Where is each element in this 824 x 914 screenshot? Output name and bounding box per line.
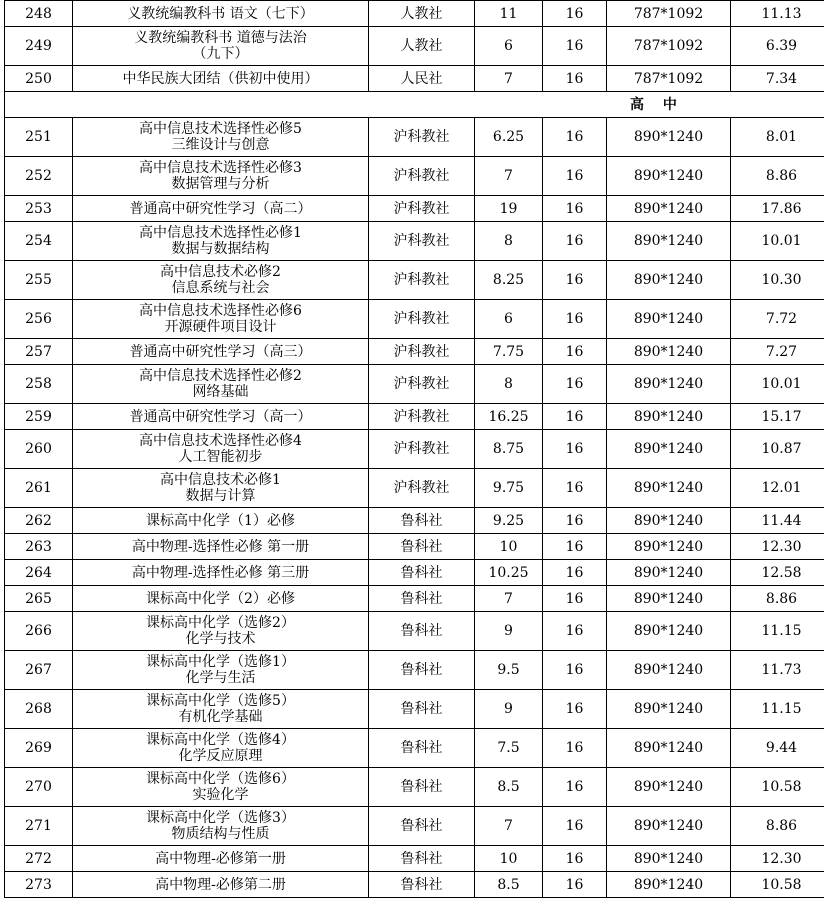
row-number-cell: 263 bbox=[5, 534, 73, 560]
paper-size-cell: 890*1240 bbox=[607, 612, 731, 651]
book-title-cell: 课标高中化学（2）必修 bbox=[73, 586, 369, 612]
row-number-cell: 255 bbox=[5, 261, 73, 300]
row-number-cell: 269 bbox=[5, 729, 73, 768]
book-title-cell: 高中信息技术必修1 数据与计算 bbox=[73, 469, 369, 508]
row-number-cell: 261 bbox=[5, 469, 73, 508]
book-title-cell: 高中信息技术选择性必修5 三维设计与创意 bbox=[73, 118, 369, 157]
row-number-cell: 270 bbox=[5, 768, 73, 807]
row-number-cell: 266 bbox=[5, 612, 73, 651]
price-cell: 12.01 bbox=[731, 469, 824, 508]
publisher-cell: 沪科教社 bbox=[369, 339, 475, 365]
row-number-cell: 268 bbox=[5, 690, 73, 729]
publisher-cell: 沪科教社 bbox=[369, 157, 475, 196]
book-title-cell: 义教统编教科书 语文（七下） bbox=[73, 1, 369, 27]
paper-size-cell: 787*1092 bbox=[607, 27, 731, 66]
format-cell: 16 bbox=[543, 651, 607, 690]
table-row bbox=[5, 768, 824, 807]
paper-size-cell: 787*1092 bbox=[607, 1, 731, 27]
row-number-cell: 256 bbox=[5, 300, 73, 339]
paper-size-cell: 890*1240 bbox=[607, 729, 731, 768]
price-cell: 11.44 bbox=[731, 508, 824, 534]
price-cell: 7.72 bbox=[731, 300, 824, 339]
paper-size-cell: 890*1240 bbox=[607, 339, 731, 365]
table-row bbox=[5, 339, 824, 365]
row-number-cell: 265 bbox=[5, 586, 73, 612]
paper-size-cell: 890*1240 bbox=[607, 768, 731, 807]
sheets-cell: 10 bbox=[475, 534, 543, 560]
book-title-cell: 高中信息技术选择性必修2 网络基础 bbox=[73, 365, 369, 404]
table-row bbox=[5, 1, 824, 27]
paper-size-cell: 890*1240 bbox=[607, 300, 731, 339]
paper-size-cell: 890*1240 bbox=[607, 586, 731, 612]
sheets-cell: 10 bbox=[475, 846, 543, 872]
row-number-cell: 248 bbox=[5, 1, 73, 27]
table-row bbox=[5, 404, 824, 430]
sheets-cell: 9.25 bbox=[475, 508, 543, 534]
publisher-cell: 鲁科社 bbox=[369, 690, 475, 729]
table-row bbox=[5, 300, 824, 339]
sheets-cell: 7 bbox=[475, 66, 543, 92]
table-body bbox=[5, 1, 824, 898]
sheets-cell: 8 bbox=[475, 365, 543, 404]
format-cell: 16 bbox=[543, 807, 607, 846]
publisher-cell: 鲁科社 bbox=[369, 872, 475, 898]
format-cell: 16 bbox=[543, 339, 607, 365]
book-title-cell: 高中物理-必修第一册 bbox=[73, 846, 369, 872]
sheets-cell: 9.75 bbox=[475, 469, 543, 508]
publisher-cell: 鲁科社 bbox=[369, 729, 475, 768]
paper-size-cell: 890*1240 bbox=[607, 846, 731, 872]
publisher-cell: 沪科教社 bbox=[369, 469, 475, 508]
price-cell: 10.87 bbox=[731, 430, 824, 469]
book-title-cell: 课标高中化学（选修2） 化学与技术 bbox=[73, 612, 369, 651]
row-number-cell: 252 bbox=[5, 157, 73, 196]
book-title-cell: 课标高中化学（选修6） 实验化学 bbox=[73, 768, 369, 807]
table-row bbox=[5, 196, 824, 222]
format-cell: 16 bbox=[543, 261, 607, 300]
table-row bbox=[5, 729, 824, 768]
format-cell: 16 bbox=[543, 196, 607, 222]
table-row bbox=[5, 27, 824, 66]
sheets-cell: 8.25 bbox=[475, 261, 543, 300]
format-cell: 16 bbox=[543, 300, 607, 339]
book-title-cell: 课标高中化学（选修5） 有机化学基础 bbox=[73, 690, 369, 729]
sheets-cell: 9 bbox=[475, 690, 543, 729]
price-cell: 17.86 bbox=[731, 196, 824, 222]
format-cell: 16 bbox=[543, 768, 607, 807]
table-row bbox=[5, 66, 824, 92]
format-cell: 16 bbox=[543, 222, 607, 261]
sheets-cell: 6 bbox=[475, 27, 543, 66]
row-number-cell: 253 bbox=[5, 196, 73, 222]
format-cell: 16 bbox=[543, 118, 607, 157]
publisher-cell: 人教社 bbox=[369, 1, 475, 27]
price-cell: 6.39 bbox=[731, 27, 824, 66]
table-row bbox=[5, 651, 824, 690]
row-number-cell: 249 bbox=[5, 27, 73, 66]
format-cell: 16 bbox=[543, 560, 607, 586]
paper-size-cell: 890*1240 bbox=[607, 508, 731, 534]
sheets-cell: 7 bbox=[475, 807, 543, 846]
price-cell: 12.30 bbox=[731, 534, 824, 560]
format-cell: 16 bbox=[543, 872, 607, 898]
paper-size-cell: 890*1240 bbox=[607, 560, 731, 586]
book-title-cell: 课标高中化学（选修1） 化学与生活 bbox=[73, 651, 369, 690]
book-title-cell: 高中物理-选择性必修 第一册 bbox=[73, 534, 369, 560]
paper-size-cell: 890*1240 bbox=[607, 404, 731, 430]
publisher-cell: 沪科教社 bbox=[369, 404, 475, 430]
format-cell: 16 bbox=[543, 586, 607, 612]
format-cell: 16 bbox=[543, 729, 607, 768]
paper-size-cell: 890*1240 bbox=[607, 157, 731, 196]
paper-size-cell: 890*1240 bbox=[607, 261, 731, 300]
row-number-cell: 271 bbox=[5, 807, 73, 846]
section-label: 高 中 bbox=[630, 96, 677, 113]
table-row bbox=[5, 261, 824, 300]
textbook-price-table bbox=[4, 0, 824, 898]
row-number-cell: 262 bbox=[5, 508, 73, 534]
format-cell: 16 bbox=[543, 846, 607, 872]
publisher-cell: 鲁科社 bbox=[369, 586, 475, 612]
price-cell: 8.86 bbox=[731, 807, 824, 846]
table-row bbox=[5, 534, 824, 560]
format-cell: 16 bbox=[543, 508, 607, 534]
price-cell: 8.86 bbox=[731, 586, 824, 612]
table-row bbox=[5, 690, 824, 729]
price-cell: 10.30 bbox=[731, 261, 824, 300]
price-cell: 7.34 bbox=[731, 66, 824, 92]
paper-size-cell: 890*1240 bbox=[607, 365, 731, 404]
format-cell: 16 bbox=[543, 27, 607, 66]
price-cell: 10.01 bbox=[731, 365, 824, 404]
sheets-cell: 16.25 bbox=[475, 404, 543, 430]
row-number-cell: 250 bbox=[5, 66, 73, 92]
price-cell: 12.58 bbox=[731, 560, 824, 586]
price-cell: 10.01 bbox=[731, 222, 824, 261]
paper-size-cell: 890*1240 bbox=[607, 807, 731, 846]
format-cell: 16 bbox=[543, 1, 607, 27]
table-row bbox=[5, 365, 824, 404]
row-number-cell: 257 bbox=[5, 339, 73, 365]
paper-size-cell: 890*1240 bbox=[607, 222, 731, 261]
price-cell: 11.15 bbox=[731, 690, 824, 729]
sheets-cell: 6 bbox=[475, 300, 543, 339]
publisher-cell: 沪科教社 bbox=[369, 430, 475, 469]
price-cell: 7.27 bbox=[731, 339, 824, 365]
book-title-cell: 高中信息技术选择性必修4 人工智能初步 bbox=[73, 430, 369, 469]
table-row bbox=[5, 846, 824, 872]
publisher-cell: 沪科教社 bbox=[369, 261, 475, 300]
price-cell: 8.86 bbox=[731, 157, 824, 196]
publisher-cell: 鲁科社 bbox=[369, 768, 475, 807]
publisher-cell: 沪科教社 bbox=[369, 365, 475, 404]
row-number-cell: 267 bbox=[5, 651, 73, 690]
section-header-cell bbox=[5, 92, 824, 118]
row-number-cell: 260 bbox=[5, 430, 73, 469]
sheets-cell: 19 bbox=[475, 196, 543, 222]
book-title-cell: 课标高中化学（选修3） 物质结构与性质 bbox=[73, 807, 369, 846]
publisher-cell: 鲁科社 bbox=[369, 846, 475, 872]
paper-size-cell: 890*1240 bbox=[607, 118, 731, 157]
book-title-cell: 普通高中研究性学习（高二） bbox=[73, 196, 369, 222]
table-row bbox=[5, 469, 824, 508]
format-cell: 16 bbox=[543, 365, 607, 404]
publisher-cell: 鲁科社 bbox=[369, 508, 475, 534]
format-cell: 16 bbox=[543, 430, 607, 469]
sheets-cell: 7 bbox=[475, 586, 543, 612]
paper-size-cell: 890*1240 bbox=[607, 690, 731, 729]
publisher-cell: 沪科教社 bbox=[369, 300, 475, 339]
section-header-row bbox=[5, 92, 824, 118]
book-title-cell: 课标高中化学（1）必修 bbox=[73, 508, 369, 534]
row-number-cell: 258 bbox=[5, 365, 73, 404]
publisher-cell: 鲁科社 bbox=[369, 612, 475, 651]
paper-size-cell: 890*1240 bbox=[607, 651, 731, 690]
book-title-cell: 普通高中研究性学习（高三） bbox=[73, 339, 369, 365]
row-number-cell: 259 bbox=[5, 404, 73, 430]
sheets-cell: 8.75 bbox=[475, 430, 543, 469]
sheets-cell: 8 bbox=[475, 222, 543, 261]
sheets-cell: 7 bbox=[475, 157, 543, 196]
sheets-cell: 6.25 bbox=[475, 118, 543, 157]
price-cell: 10.58 bbox=[731, 872, 824, 898]
row-number-cell: 264 bbox=[5, 560, 73, 586]
price-cell: 9.44 bbox=[731, 729, 824, 768]
format-cell: 16 bbox=[543, 534, 607, 560]
sheets-cell: 7.75 bbox=[475, 339, 543, 365]
book-title-cell: 高中信息技术选择性必修1 数据与数据结构 bbox=[73, 222, 369, 261]
row-number-cell: 272 bbox=[5, 846, 73, 872]
paper-size-cell: 890*1240 bbox=[607, 430, 731, 469]
publisher-cell: 鲁科社 bbox=[369, 651, 475, 690]
book-title-cell: 课标高中化学（选修4） 化学反应原理 bbox=[73, 729, 369, 768]
paper-size-cell: 890*1240 bbox=[607, 872, 731, 898]
price-cell: 10.58 bbox=[731, 768, 824, 807]
publisher-cell: 鲁科社 bbox=[369, 807, 475, 846]
publisher-cell: 鲁科社 bbox=[369, 534, 475, 560]
sheets-cell: 10.25 bbox=[475, 560, 543, 586]
format-cell: 16 bbox=[543, 690, 607, 729]
format-cell: 16 bbox=[543, 469, 607, 508]
book-title-cell: 义教统编教科书 道德与法治 （九下） bbox=[73, 27, 369, 66]
price-cell: 15.17 bbox=[731, 404, 824, 430]
book-title-cell: 普通高中研究性学习（高一） bbox=[73, 404, 369, 430]
book-title-cell: 高中信息技术必修2 信息系统与社会 bbox=[73, 261, 369, 300]
paper-size-cell: 890*1240 bbox=[607, 196, 731, 222]
paper-size-cell: 890*1240 bbox=[607, 534, 731, 560]
publisher-cell: 沪科教社 bbox=[369, 118, 475, 157]
format-cell: 16 bbox=[543, 612, 607, 651]
format-cell: 16 bbox=[543, 157, 607, 196]
format-cell: 16 bbox=[543, 404, 607, 430]
book-title-cell: 高中信息技术选择性必修6 开源硬件项目设计 bbox=[73, 300, 369, 339]
price-cell: 12.30 bbox=[731, 846, 824, 872]
price-cell: 11.13 bbox=[731, 1, 824, 27]
sheets-cell: 8.5 bbox=[475, 872, 543, 898]
table-row bbox=[5, 508, 824, 534]
format-cell: 16 bbox=[543, 66, 607, 92]
publisher-cell: 鲁科社 bbox=[369, 560, 475, 586]
sheets-cell: 9.5 bbox=[475, 651, 543, 690]
table-row bbox=[5, 118, 824, 157]
price-cell: 8.01 bbox=[731, 118, 824, 157]
sheets-cell: 7.5 bbox=[475, 729, 543, 768]
row-number-cell: 254 bbox=[5, 222, 73, 261]
book-title-cell: 高中物理-选择性必修 第三册 bbox=[73, 560, 369, 586]
book-title-cell: 高中信息技术选择性必修3 数据管理与分析 bbox=[73, 157, 369, 196]
price-cell: 11.73 bbox=[731, 651, 824, 690]
publisher-cell: 沪科教社 bbox=[369, 222, 475, 261]
sheets-cell: 11 bbox=[475, 1, 543, 27]
book-title-cell: 中华民族大团结（供初中使用） bbox=[73, 66, 369, 92]
publisher-cell: 人教社 bbox=[369, 27, 475, 66]
paper-size-cell: 787*1092 bbox=[607, 66, 731, 92]
table-row bbox=[5, 157, 824, 196]
table-row bbox=[5, 222, 824, 261]
sheets-cell: 9 bbox=[475, 612, 543, 651]
paper-size-cell: 890*1240 bbox=[607, 469, 731, 508]
table-row bbox=[5, 430, 824, 469]
sheets-cell: 8.5 bbox=[475, 768, 543, 807]
table-row bbox=[5, 612, 824, 651]
table-row bbox=[5, 560, 824, 586]
table-row bbox=[5, 807, 824, 846]
publisher-cell: 人民社 bbox=[369, 66, 475, 92]
table-row bbox=[5, 872, 824, 898]
row-number-cell: 273 bbox=[5, 872, 73, 898]
book-title-cell: 高中物理-必修第二册 bbox=[73, 872, 369, 898]
publisher-cell: 沪科教社 bbox=[369, 196, 475, 222]
row-number-cell: 251 bbox=[5, 118, 73, 157]
price-cell: 11.15 bbox=[731, 612, 824, 651]
table-row bbox=[5, 586, 824, 612]
